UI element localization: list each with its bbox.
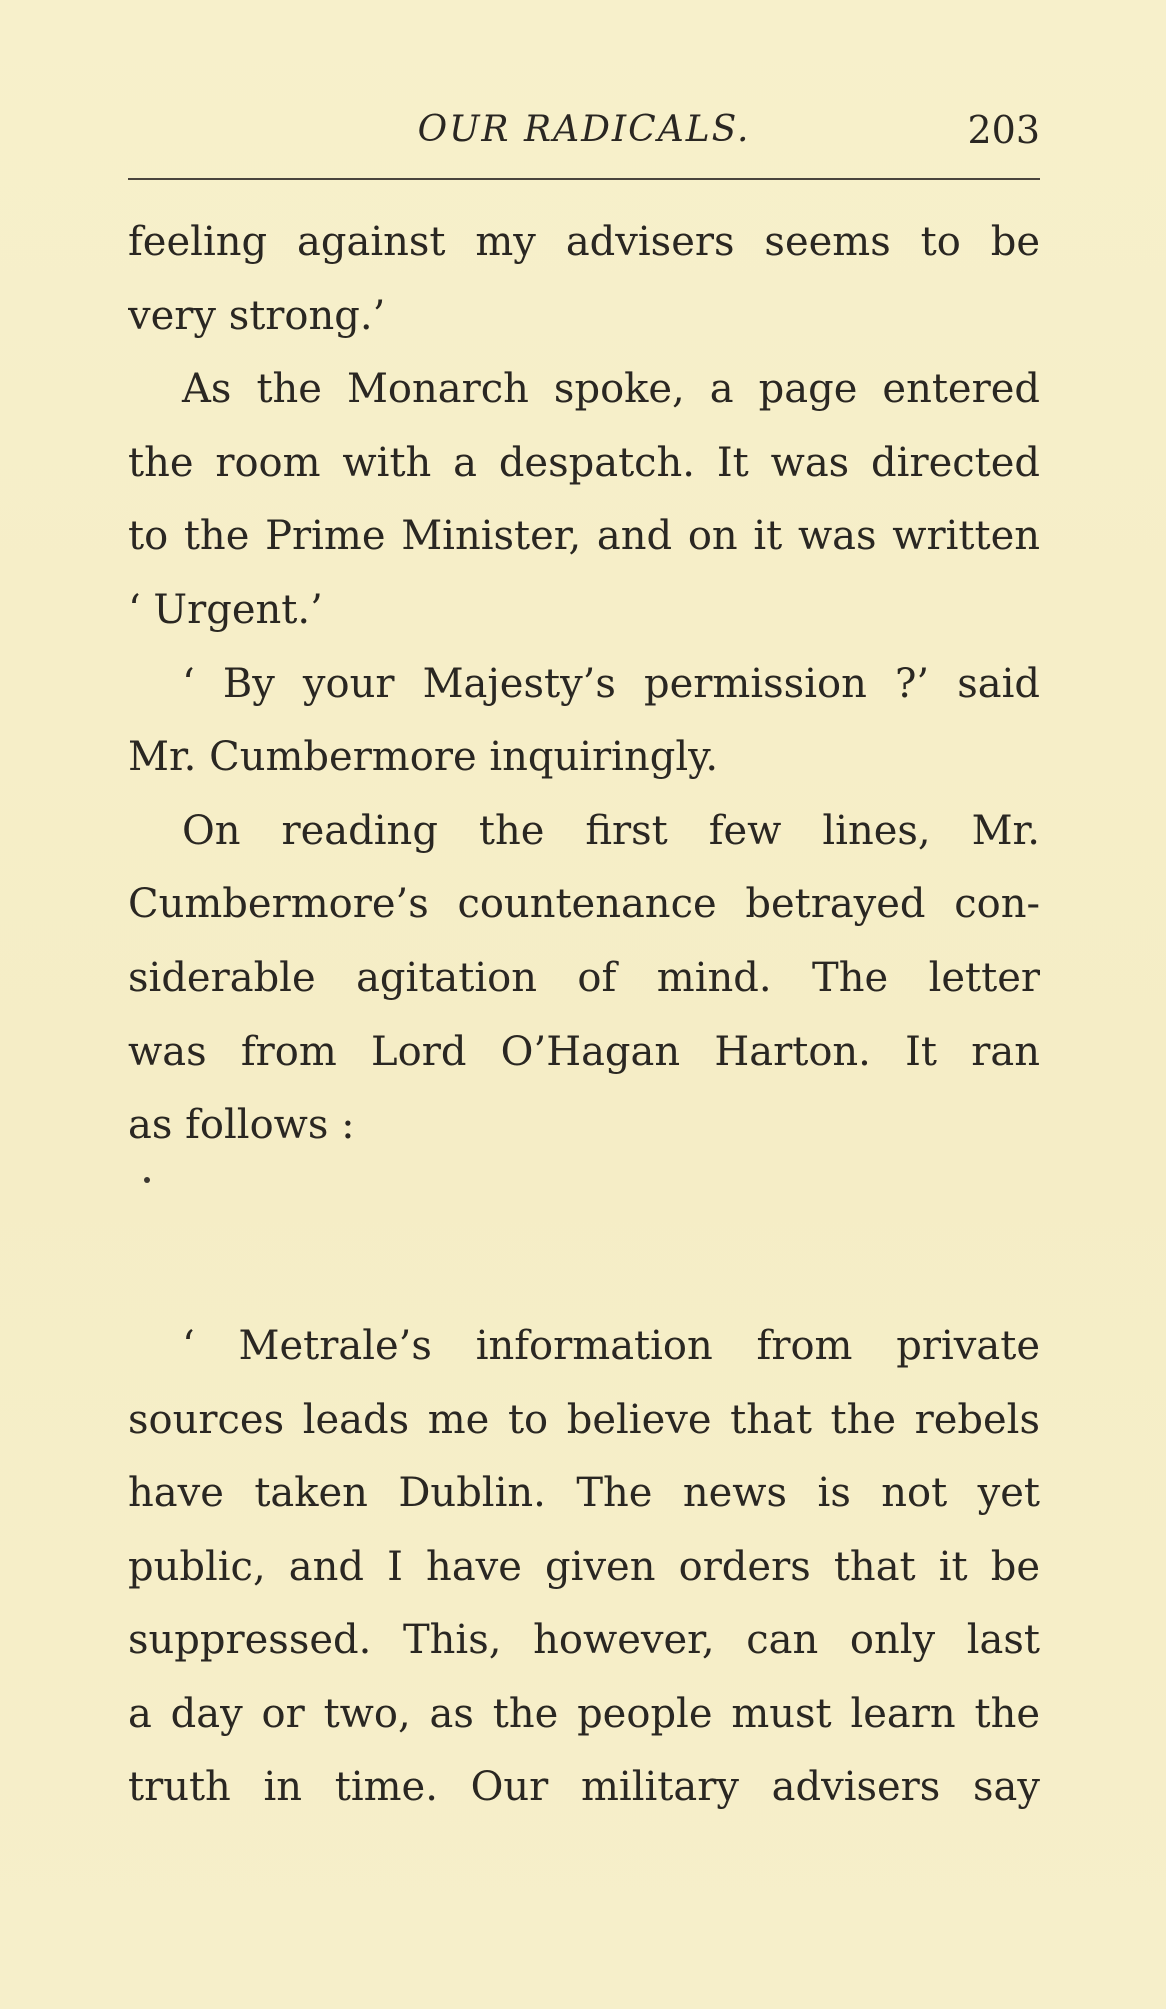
text-line: public, and I have given orders that it be bbox=[128, 1543, 1040, 1590]
text-line: to the Prime Minister, and on it was written bbox=[128, 513, 1040, 560]
running-title: OUR RADICALS. bbox=[417, 109, 751, 150]
text-line: Cumbermore’s countenance betrayed con- bbox=[128, 881, 1040, 928]
text-line: feeling against my advisers seems to be bbox=[128, 219, 1040, 265]
text-line: sources leads me to believe that the rebels bbox=[128, 1396, 1040, 1443]
paragraph-gap bbox=[128, 1163, 1040, 1310]
text-line: was from Lord O’Hagan Harton. It ran bbox=[128, 1028, 1040, 1075]
text-line: very strong.’ bbox=[128, 292, 386, 339]
text-line: ‘ Metrale’s information from private bbox=[182, 1322, 1040, 1369]
text-line: On reading the first few lines, Mr. bbox=[182, 807, 1040, 854]
text-line: the room with a despatch. It was directed bbox=[128, 439, 1040, 486]
text-line: Mr. Cumbermore inquiringly. bbox=[128, 734, 719, 781]
running-header bbox=[128, 108, 1040, 156]
text-line: a day or two, as the people must learn the bbox=[128, 1690, 1040, 1737]
stray-ink-dot bbox=[144, 1177, 150, 1183]
page-number: 203 bbox=[967, 108, 1040, 152]
page-text bbox=[128, 206, 1040, 1825]
text-line: siderable agitation of mind. The letter bbox=[128, 954, 1040, 1001]
text-line: ‘ By your Majesty’s permission ?’ said bbox=[182, 660, 1040, 707]
text-line: As the Monarch spoke, a page entered bbox=[182, 366, 1040, 413]
text-line: suppressed. This, however, can only last bbox=[128, 1617, 1040, 1664]
text-line: have taken Dublin. The news is not yet bbox=[128, 1470, 1040, 1517]
text-line: truth in time. Our military advisers say bbox=[128, 1764, 1040, 1811]
text-line: as follows : bbox=[128, 1102, 355, 1149]
header-rule bbox=[128, 178, 1040, 180]
text-line: ‘ Urgent.’ bbox=[128, 586, 323, 633]
